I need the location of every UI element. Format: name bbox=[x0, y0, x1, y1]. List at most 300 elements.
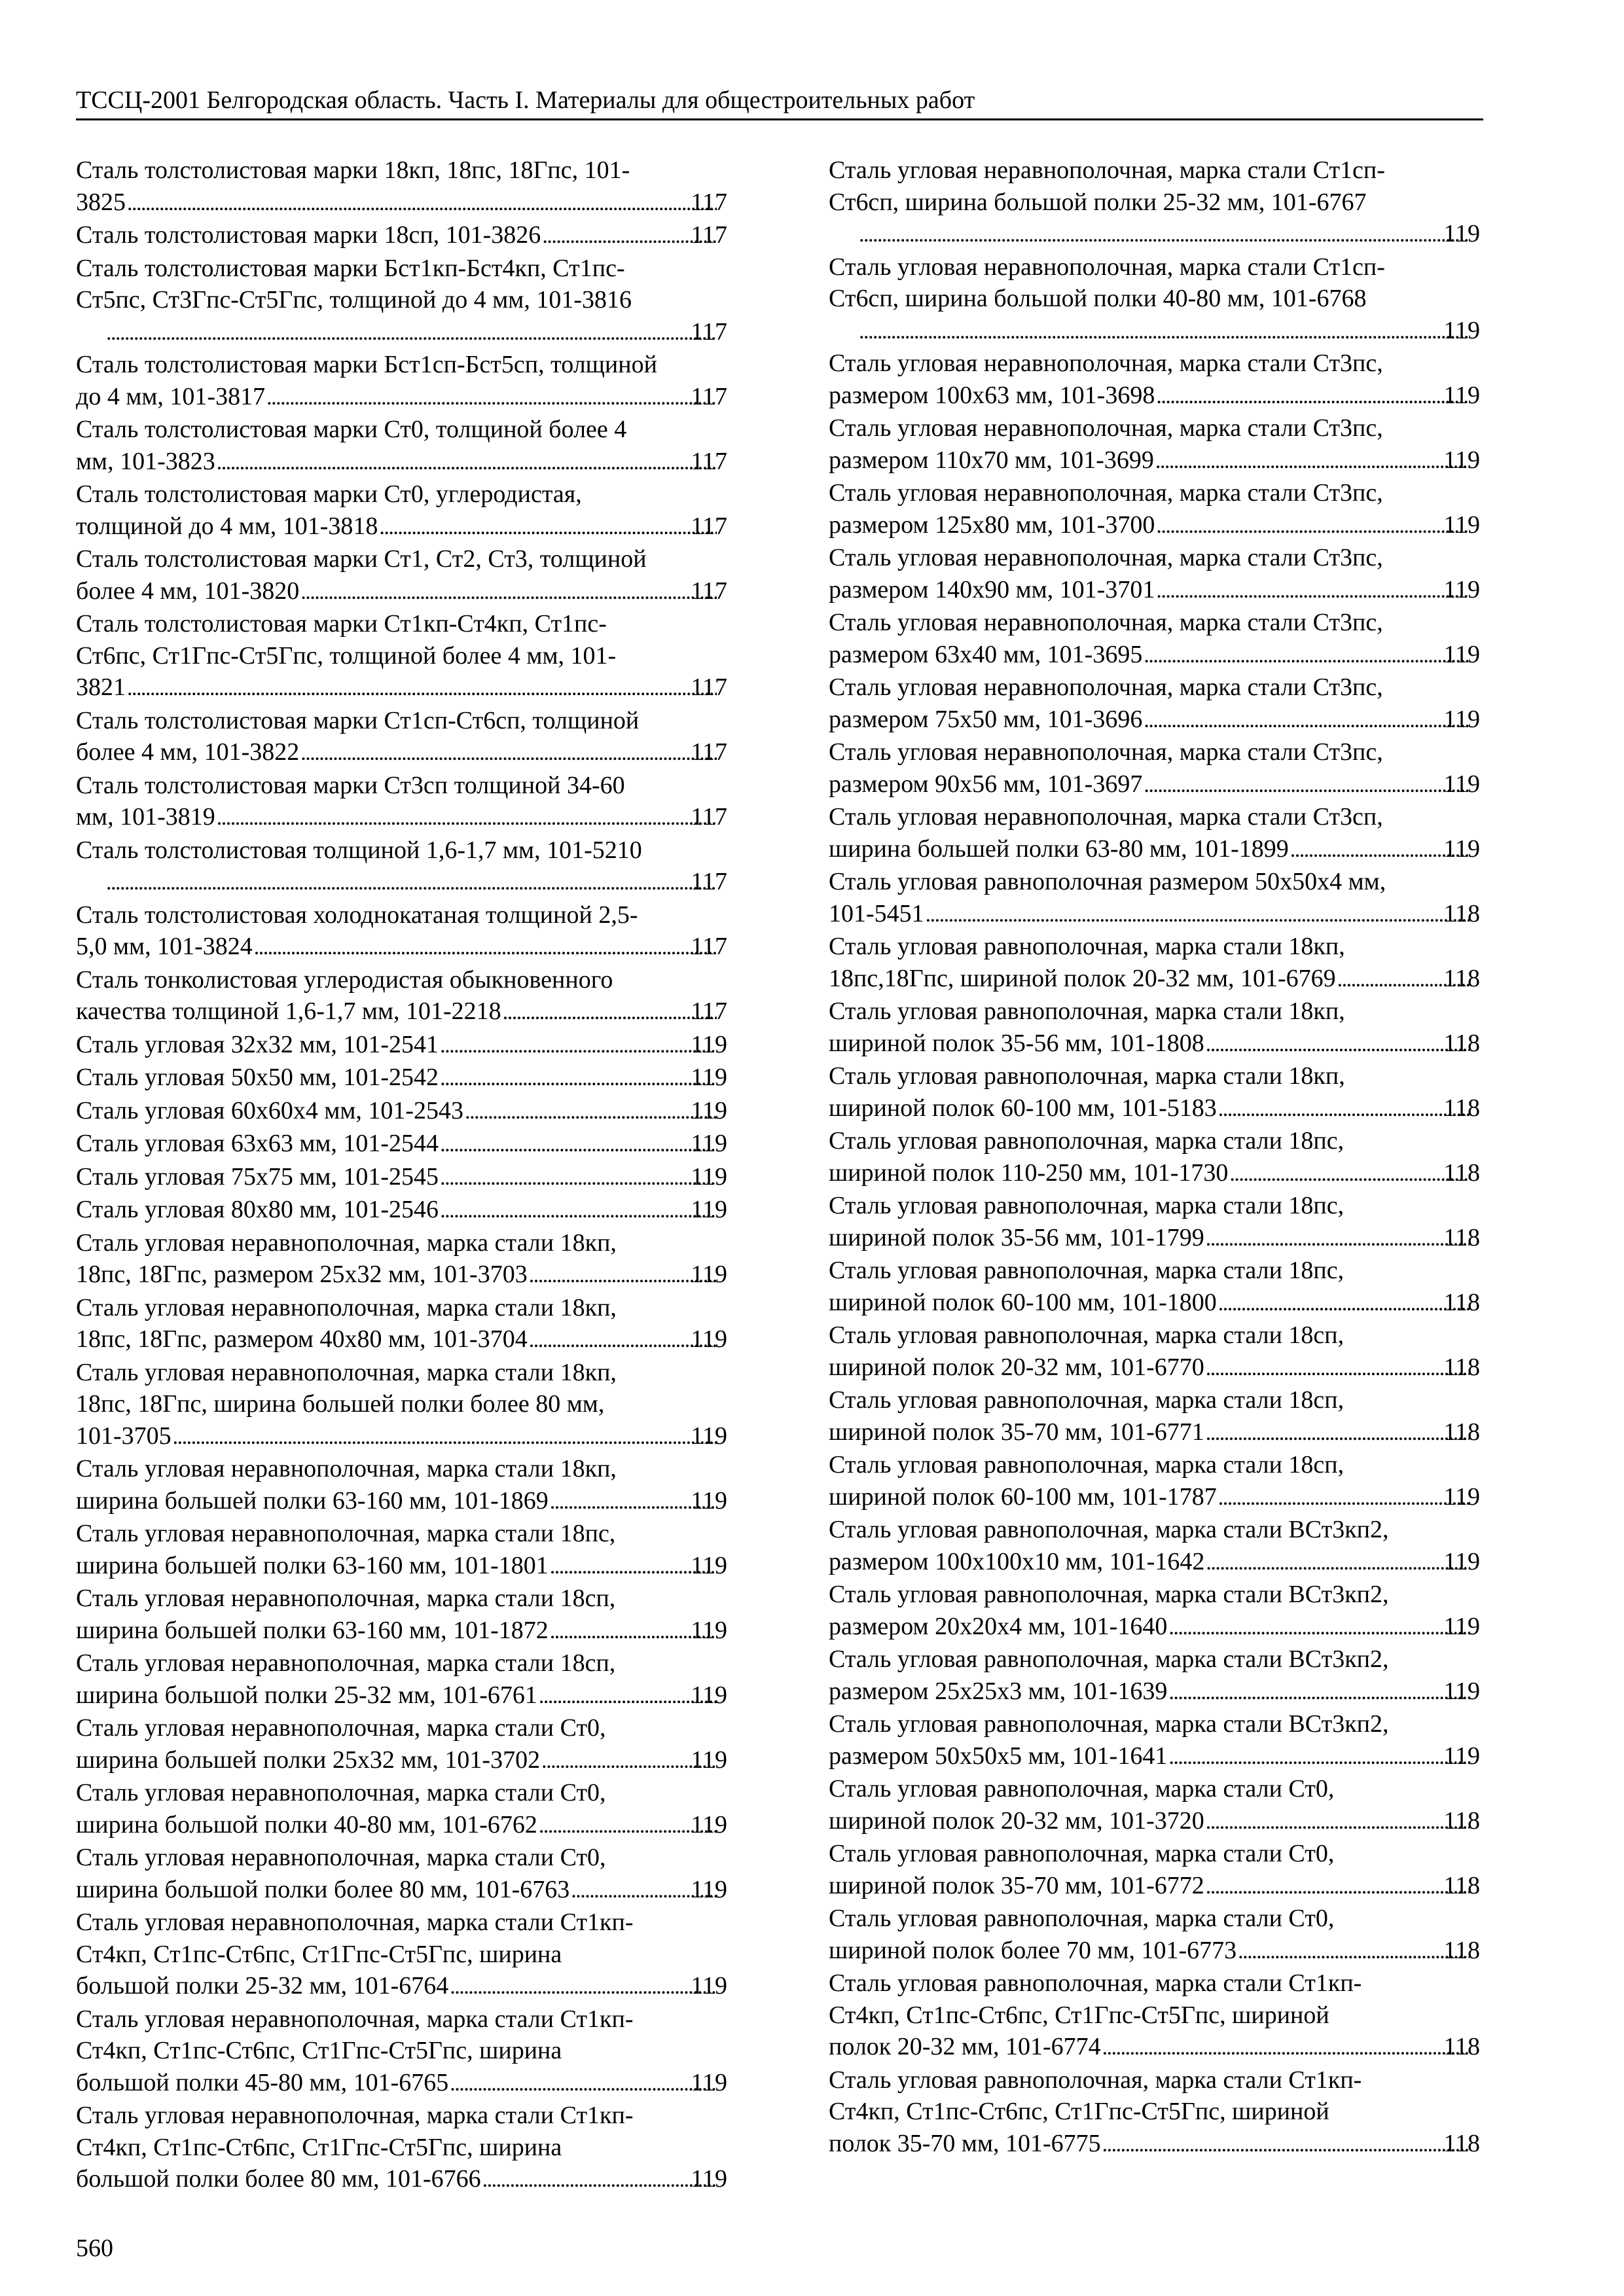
index-entry-page-ref: 117 bbox=[691, 673, 727, 701]
index-entry-leader-line bbox=[76, 1744, 727, 1778]
index-entry bbox=[76, 1647, 727, 1712]
dot-leader bbox=[1219, 1481, 1470, 1515]
dot-leader bbox=[107, 866, 717, 899]
index-entry-text-line: Сталь угловая неравнополочная, марка стали Ст1сп- bbox=[829, 253, 1385, 281]
index-entry bbox=[829, 866, 1480, 931]
dot-leader bbox=[441, 1062, 717, 1095]
dot-leader bbox=[128, 672, 717, 705]
index-entry-text: шириной полок 20-32 мм, 101-6770 bbox=[829, 1353, 1204, 1381]
index-entry-page-ref: 119 bbox=[1443, 834, 1480, 863]
index-entry-page-ref: 119 bbox=[691, 2068, 727, 2096]
dot-leader bbox=[107, 316, 717, 350]
index-entry-text: Сталь угловая 63х63 мм, 101-2544 bbox=[76, 1130, 439, 1157]
dot-leader bbox=[860, 218, 1470, 251]
index-entry bbox=[76, 1842, 727, 1907]
index-column-left bbox=[76, 154, 727, 2197]
index-entry-text-line: Сталь угловая равнополочная, марка стали 18пс, bbox=[829, 1257, 1344, 1284]
index-entry bbox=[76, 1227, 727, 1292]
index-entry-page-ref: 118 bbox=[1443, 964, 1480, 992]
index-entry-text: Сталь угловая 80х80 мм, 101-2546 bbox=[76, 1196, 439, 1223]
index-entry-text-line: Сталь угловая равнополочная, марка стали Ст0, bbox=[829, 1840, 1335, 1867]
dot-leader bbox=[451, 1970, 717, 2003]
index-entry-text-line: Сталь угловая равнополочная, марка стали 18сп, bbox=[829, 1321, 1344, 1349]
index-entry-text: мм, 101-3823 bbox=[76, 447, 215, 475]
index-entry-text: шириной полок 110-250 мм, 101-1730 bbox=[829, 1158, 1229, 1187]
index-entry-page-ref: 119 bbox=[1443, 575, 1480, 603]
index-entry-text-line: Сталь угловая неравнополочная, марка стали Ст3пс, bbox=[829, 544, 1383, 571]
index-entry-text-line: Сталь угловая неравнополочная, марка стали 18кп, bbox=[76, 1229, 617, 1257]
dot-leader bbox=[441, 1029, 717, 1062]
index-entry-text-line: Ст6пс, Ст1Гпс-Ст5Гпс, толщиной более 4 мм, 101- bbox=[76, 641, 617, 670]
dot-leader bbox=[927, 898, 1470, 931]
index-entry bbox=[76, 770, 727, 834]
index-entry bbox=[76, 705, 727, 770]
index-entry-page-ref: 117 bbox=[691, 221, 727, 249]
index-entry-text-line: Сталь угловая неравнополочная, марка стали Ст0, bbox=[76, 1844, 606, 1871]
index-entry bbox=[76, 253, 727, 350]
index-entry bbox=[76, 964, 727, 1029]
index-entry-leader-line bbox=[76, 511, 727, 544]
index-entry-text: размером 90х56 мм, 101-3697 bbox=[829, 770, 1143, 798]
index-entry-text: ширина большей полки 63-160 мм, 101-1872 bbox=[76, 1616, 549, 1644]
index-entry-text-line: 18пс, 18Гпс, ширина большей полки более 80 мм, bbox=[76, 1390, 605, 1418]
dot-leader bbox=[1219, 1287, 1470, 1320]
index-entry-text: размером 140х90 мм, 101-3701 bbox=[829, 575, 1155, 603]
index-entry-text-line: Сталь угловая равнополочная, марка стали ВСт3кп2, bbox=[829, 1581, 1389, 1608]
index-entry bbox=[829, 1838, 1480, 1903]
index-entry-leader-line bbox=[829, 1157, 1480, 1191]
index-entry-page-ref: 119 bbox=[691, 1746, 727, 1774]
index-entry-leader-line bbox=[829, 574, 1480, 607]
index-entry-leader-line bbox=[829, 1870, 1480, 1903]
dot-leader bbox=[1207, 1546, 1470, 1579]
index-entry-text-line: Сталь угловая равнополочная, марка стали 18сп, bbox=[829, 1386, 1344, 1414]
index-entry bbox=[76, 543, 727, 608]
dot-leader bbox=[1170, 1676, 1470, 1709]
index-entry-page-ref: 119 bbox=[691, 2165, 727, 2193]
index-entry-leader-line bbox=[76, 575, 727, 609]
dot-leader bbox=[1207, 1028, 1470, 1061]
index-entry bbox=[76, 1161, 727, 1194]
index-entry-page-ref: 118 bbox=[1443, 899, 1480, 927]
index-entry-leader-line bbox=[829, 833, 1480, 867]
index-entry-text: Сталь угловая 75х75 мм, 101-2545 bbox=[76, 1162, 439, 1191]
index-entry-text: большой полки более 80 мм, 101-6766 bbox=[76, 2165, 481, 2193]
index-entry bbox=[829, 477, 1480, 542]
index-entry-leader-line bbox=[829, 1481, 1480, 1515]
index-entry-text-line: Ст6сп, ширина большой полки 25-32 мм, 101-6767 bbox=[829, 188, 1367, 216]
index-entry-leader-line bbox=[76, 1161, 727, 1194]
index-entry bbox=[829, 1514, 1480, 1579]
dot-leader bbox=[504, 996, 717, 1029]
dot-leader bbox=[1207, 1352, 1470, 1385]
index-entry-text: ширина большей полки 63-160 мм, 101-1801 bbox=[76, 1551, 549, 1579]
index-entry-leader-line bbox=[829, 1546, 1480, 1579]
index-entry-text-line: Сталь толстолистовая марки 18кп, 18пс, 18Гпс, 101- bbox=[76, 156, 630, 184]
index-entry-page-ref: 117 bbox=[691, 868, 727, 895]
index-entry bbox=[829, 1125, 1480, 1190]
dot-leader bbox=[1207, 1222, 1470, 1255]
index-entry-page-ref: 119 bbox=[1443, 640, 1480, 668]
dot-leader bbox=[1157, 509, 1470, 543]
index-entry bbox=[76, 154, 727, 219]
dot-leader bbox=[441, 1128, 717, 1161]
index-entry-leader-line bbox=[76, 931, 727, 964]
index-entry-leader-line bbox=[76, 1809, 727, 1842]
index-entry-leader-line bbox=[76, 672, 727, 705]
index-entry-text: до 4 мм, 101-3817 bbox=[76, 382, 266, 410]
dot-leader bbox=[441, 1161, 717, 1194]
dot-leader bbox=[530, 1323, 717, 1357]
index-entry-page-ref: 119 bbox=[1443, 220, 1480, 247]
index-entry-page-ref: 119 bbox=[691, 1486, 727, 1515]
index-entry-text-line: Ст5пс, Ст3Гпс-Ст5Гпс, толщиной до 4 мм, 101-3816 bbox=[76, 286, 632, 314]
index-entry bbox=[76, 1712, 727, 1777]
index-entry-text: ширина большей полки 63-80 мм, 101-1899 bbox=[829, 834, 1289, 863]
index-entry-leader-line bbox=[829, 768, 1480, 802]
index-entry-text: 18пс, 18Гпс, размером 25х32 мм, 101-3703 bbox=[76, 1261, 528, 1288]
index-entry-leader-line bbox=[829, 1676, 1480, 1709]
index-entry-page-ref: 118 bbox=[1443, 1288, 1480, 1316]
index-entry bbox=[76, 834, 727, 899]
dot-leader bbox=[860, 315, 1470, 348]
index-entry-leader-line bbox=[829, 704, 1480, 737]
index-entry-text: 3821 bbox=[76, 673, 126, 701]
index-entry-page-ref: 117 bbox=[691, 512, 727, 540]
index-entry-page-ref: 117 bbox=[691, 803, 727, 831]
index-entry bbox=[76, 1907, 727, 2003]
index-entry-page-ref: 117 bbox=[691, 933, 727, 960]
index-entry-text-line: Сталь угловая неравнополочная, марка стали Ст0, bbox=[76, 1714, 606, 1742]
index-entry bbox=[829, 672, 1480, 736]
index-entry-leader-line bbox=[829, 639, 1480, 672]
index-entry bbox=[829, 607, 1480, 672]
dot-leader bbox=[1239, 1935, 1470, 1968]
index-entry-text-line: Сталь угловая равнополочная, марка стали ВСт3кп2, bbox=[829, 1710, 1389, 1738]
index-entry-page-ref: 119 bbox=[1443, 705, 1480, 733]
index-entry-page-ref: 117 bbox=[691, 317, 727, 346]
index-entry-leader-line bbox=[76, 2067, 727, 2100]
index-entry-leader-line bbox=[857, 315, 1480, 348]
dot-leader bbox=[530, 1259, 717, 1292]
index-entry-leader-line bbox=[76, 1095, 727, 1128]
index-entry-text-line: Сталь угловая равнополочная, марка стали Ст0, bbox=[829, 1775, 1335, 1803]
index-entry-leader-line bbox=[829, 1352, 1480, 1385]
index-entry-leader-line bbox=[76, 1128, 727, 1161]
index-entry bbox=[829, 736, 1480, 801]
index-entry-leader-line bbox=[829, 1287, 1480, 1320]
index-entry-text-line: Сталь толстолистовая толщиной 1,6-1,7 мм, 101-5210 bbox=[76, 836, 642, 864]
header-divider bbox=[76, 118, 1483, 120]
index-entry-leader-line bbox=[76, 446, 727, 479]
index-entry-page-ref: 117 bbox=[691, 738, 727, 766]
dot-leader bbox=[1219, 1092, 1470, 1126]
index-entry-leader-line bbox=[829, 1805, 1480, 1839]
index-entry-leader-line bbox=[76, 1550, 727, 1583]
index-entry-text-line: Сталь угловая неравнополочная, марка стали Ст3сп, bbox=[829, 803, 1383, 831]
index-entry-text: ширина большей полки 25х32 мм, 101-3702 bbox=[76, 1746, 541, 1774]
page-number: 560 bbox=[76, 2234, 113, 2262]
index-entry-text-line: Сталь угловая равнополочная, марка стали 18кп, bbox=[829, 1062, 1345, 1090]
dot-leader bbox=[1104, 2128, 1470, 2161]
index-entry bbox=[76, 608, 727, 705]
dot-leader bbox=[302, 736, 717, 770]
index-entry-text-line: Сталь толстолистовая марки Ст3сп толщиной 34-60 bbox=[76, 771, 625, 799]
index-entry-leader-line bbox=[76, 1485, 727, 1518]
index-entry bbox=[76, 1518, 727, 1583]
index-entry-leader-line bbox=[76, 1420, 727, 1454]
index-entry-text-line: Сталь толстолистовая холоднокатаная толщиной 2,5- bbox=[76, 901, 638, 929]
index-entry-leader-line bbox=[829, 1611, 1480, 1644]
index-entry-leader-line bbox=[76, 381, 727, 414]
index-entry-text-line: Сталь толстолистовая марки Бст1сп-Бст5сп, толщиной bbox=[76, 351, 657, 378]
dot-leader bbox=[1157, 444, 1470, 478]
index-entry bbox=[76, 2100, 727, 2197]
index-entry-text: ширина большой полки 40-80 мм, 101-6762 bbox=[76, 1810, 537, 1839]
index-entry-page-ref: 119 bbox=[1443, 1742, 1480, 1770]
index-entry-leader-line bbox=[76, 736, 727, 770]
index-entry-text-line: Сталь угловая неравнополочная, марка стали Ст1кп- bbox=[76, 1909, 634, 1936]
dot-leader bbox=[1145, 704, 1470, 737]
dot-leader bbox=[1207, 1805, 1470, 1839]
dot-leader bbox=[218, 446, 717, 479]
index-entry-text: толщиной до 4 мм, 101-3818 bbox=[76, 512, 378, 540]
index-entry-text-line: Сталь угловая неравнополочная, марка стали 18кп, bbox=[76, 1358, 617, 1386]
index-entry-text: шириной полок 35-56 мм, 101-1808 bbox=[829, 1029, 1204, 1057]
index-entry-text-line: Сталь угловая неравнополочная, марка стали Ст3пс, bbox=[829, 350, 1383, 377]
index-entry-page-ref: 118 bbox=[1443, 1806, 1480, 1835]
index-entry-text: 5,0 мм, 101-3824 bbox=[76, 933, 253, 960]
index-entry-text-line: Сталь угловая неравнополочная, марка стали Ст3пс, bbox=[829, 479, 1383, 507]
index-entry bbox=[76, 478, 727, 543]
index-entry-leader-line bbox=[76, 1194, 727, 1227]
index-entry-text-line: Ст4кп, Ст1пс-Ст6пс, Ст1Гпс-Ст5Гпс, ширина bbox=[76, 1940, 562, 1968]
index-entry-text-line: Сталь угловая неравнополочная, марка стали 18сп, bbox=[76, 1585, 616, 1612]
index-entry bbox=[829, 348, 1480, 412]
index-entry-page-ref: 117 bbox=[691, 997, 727, 1025]
index-entry-leader-line bbox=[829, 509, 1480, 543]
index-entry-leader-line bbox=[76, 187, 727, 220]
index-entry-text-line: Сталь угловая неравнополочная, марка стали 18кп, bbox=[76, 1293, 617, 1321]
index-entry-page-ref: 119 bbox=[1443, 1482, 1480, 1511]
index-entry bbox=[829, 1190, 1480, 1255]
index-entry bbox=[76, 219, 727, 253]
index-entry-page-ref: 119 bbox=[1443, 381, 1480, 409]
index-entry-leader-line bbox=[105, 866, 727, 899]
index-entry-text: шириной полок 35-70 мм, 101-6771 bbox=[829, 1418, 1204, 1446]
index-entry-leader-line bbox=[76, 2163, 727, 2197]
index-entry bbox=[829, 996, 1480, 1060]
dot-leader bbox=[1207, 1416, 1470, 1450]
index-entry-text-line: Сталь угловая равнополочная, марка стали 18пс, bbox=[829, 1127, 1344, 1155]
index-entry-leader-line bbox=[76, 1679, 727, 1713]
index-entry-page-ref: 118 bbox=[1443, 1871, 1480, 1899]
index-entry bbox=[76, 1357, 727, 1454]
index-entry-page-ref: 119 bbox=[691, 1681, 727, 1709]
index-entry-text-line: Сталь угловая неравнополочная, марка стали Ст0, bbox=[76, 1779, 606, 1806]
index-entry-page-ref: 118 bbox=[1443, 1158, 1480, 1187]
index-entry-leader-line bbox=[76, 1062, 727, 1095]
index-entry-page-ref: 119 bbox=[691, 1972, 727, 2000]
index-entry-text: размером 20х20х4 мм, 101-1640 bbox=[829, 1612, 1168, 1640]
index-entry-text: Сталь угловая 32х32 мм, 101-2541 bbox=[76, 1030, 439, 1058]
index-entry-text: полок 35-70 мм, 101-6775 bbox=[829, 2129, 1101, 2157]
index-entry-text: ширина большей полки 63-160 мм, 101-1869 bbox=[76, 1486, 549, 1515]
index-entry-text-line: Сталь угловая неравнополочная, марка стали Ст1сп- bbox=[829, 156, 1385, 184]
index-entry-page-ref: 119 bbox=[1443, 770, 1480, 798]
index-entry-text: 101-5451 bbox=[829, 899, 924, 927]
index-entry-text: размером 125х80 мм, 101-3700 bbox=[829, 511, 1155, 539]
index-entry-text-line: Сталь толстолистовая марки Ст1, Ст2, Ст3, толщиной bbox=[76, 545, 647, 573]
index-entry-page-ref: 119 bbox=[691, 1261, 727, 1288]
dot-leader bbox=[268, 381, 717, 414]
index-entry-page-ref: 119 bbox=[691, 1616, 727, 1644]
index-entry-text-line: Ст4кп, Ст1пс-Ст6пс, Ст1Гпс-Ст5Гпс, шириной bbox=[829, 2001, 1329, 2029]
index-entry-page-ref: 118 bbox=[1443, 1223, 1480, 1251]
index-entry-leader-line bbox=[105, 316, 727, 350]
index-entry-page-ref: 119 bbox=[691, 1196, 727, 1223]
index-entry-text-line: Сталь угловая равнополочная, марка стали 18кп, bbox=[829, 933, 1345, 960]
index-entry-page-ref: 119 bbox=[1443, 1677, 1480, 1705]
index-entry bbox=[76, 899, 727, 964]
index-entry-text-line: Сталь угловая равнополочная, марка стали 18сп, bbox=[829, 1451, 1344, 1479]
index-entry-text-line: Сталь угловая равнополочная, марка стали 18пс, bbox=[829, 1192, 1344, 1219]
index-entry-leader-line bbox=[76, 801, 727, 834]
index-entry-text: более 4 мм, 101-3822 bbox=[76, 738, 300, 766]
index-entry bbox=[76, 1194, 727, 1227]
index-entry-leader-line bbox=[76, 996, 727, 1029]
index-entry-text: размером 25х25х3 мм, 101-1639 bbox=[829, 1677, 1168, 1705]
index-entry-page-ref: 119 bbox=[1443, 1547, 1480, 1575]
index-entry bbox=[829, 1903, 1480, 1967]
index-entry-page-ref: 119 bbox=[691, 1551, 727, 1579]
index-entry-page-ref: 118 bbox=[1443, 1094, 1480, 1122]
dot-leader bbox=[128, 187, 717, 220]
index-entry bbox=[829, 1255, 1480, 1319]
index-entry-text: большой полки 25-32 мм, 101-6764 bbox=[76, 1972, 449, 2000]
index-entry-page-ref: 119 bbox=[1443, 511, 1480, 539]
index-entry-leader-line bbox=[829, 963, 1480, 996]
index-entry-page-ref: 118 bbox=[1443, 2129, 1480, 2157]
index-column-right bbox=[829, 154, 1480, 2161]
index-entry bbox=[829, 1643, 1480, 1708]
index-entry-text-line: Сталь угловая равнополочная, марка стали ВСт3кп2, bbox=[829, 1516, 1389, 1543]
index-entry bbox=[829, 1579, 1480, 1643]
dot-leader bbox=[302, 575, 717, 609]
index-entry-text-line: Сталь толстолистовая марки Ст0, углеродистая, bbox=[76, 480, 582, 508]
index-entry-page-ref: 119 bbox=[691, 1064, 727, 1091]
index-entry-text: размером 63х40 мм, 101-3695 bbox=[829, 640, 1143, 668]
index-entry-leader-line bbox=[829, 1222, 1480, 1255]
index-entry-page-ref: 119 bbox=[691, 1325, 727, 1353]
index-entry-text: мм, 101-3819 bbox=[76, 803, 215, 831]
index-entry-text-line: Сталь угловая равнополочная, марка стали Ст1кп- bbox=[829, 1969, 1362, 1997]
index-entry-leader-line bbox=[857, 218, 1480, 251]
index-entry-text: большой полки 45-80 мм, 101-6765 bbox=[76, 2068, 449, 2096]
index-entry bbox=[829, 1967, 1480, 2064]
index-entry-leader-line bbox=[76, 1259, 727, 1292]
index-entry-text-line: Сталь угловая равнополочная, марка стали Ст1кп- bbox=[829, 2066, 1362, 2094]
index-entry-text: размером 50х50х5 мм, 101-1641 bbox=[829, 1742, 1168, 1770]
index-entry-text: 101-3705 bbox=[76, 1422, 171, 1450]
index-entry-text-line: Сталь угловая неравнополочная, марка стали Ст3пс, bbox=[829, 673, 1383, 701]
index-entry bbox=[76, 1777, 727, 1842]
index-entry-leader-line bbox=[829, 1416, 1480, 1450]
index-entry bbox=[76, 1095, 727, 1128]
index-entry-leader-line bbox=[76, 1323, 727, 1357]
dot-leader bbox=[380, 511, 717, 544]
index-entry-page-ref: 117 bbox=[691, 188, 727, 216]
dot-leader bbox=[1157, 380, 1470, 413]
index-entry-text: качества толщиной 1,6-1,7 мм, 101-2218 bbox=[76, 997, 501, 1025]
index-entry bbox=[829, 2064, 1480, 2161]
index-entry bbox=[76, 1292, 727, 1357]
index-entry-text: ширина большой полки 25-32 мм, 101-6761 bbox=[76, 1681, 537, 1709]
index-entry-text-line: Ст4кп, Ст1пс-Ст6пс, Ст1Гпс-Ст5Гпс, ширина bbox=[76, 2037, 562, 2064]
index-entry-leader-line bbox=[829, 1092, 1480, 1126]
index-entry-text-line: Сталь угловая неравнополочная, марка стали Ст3пс, bbox=[829, 609, 1383, 636]
index-entry-text-line: Сталь толстолистовая марки Ст0, толщиной более 4 bbox=[76, 416, 627, 443]
index-entry-page-ref: 119 bbox=[1443, 1612, 1480, 1640]
index-entry bbox=[829, 931, 1480, 996]
index-entry-page-ref: 118 bbox=[1443, 1353, 1480, 1381]
dot-leader bbox=[441, 1194, 717, 1227]
index-entry-leader-line bbox=[829, 444, 1480, 478]
index-entry-text-line: Сталь угловая неравнополочная, марка стали 18кп, bbox=[76, 1455, 617, 1482]
index-entry-text-line: Ст4кп, Ст1пс-Ст6пс, Ст1Гпс-Ст5Гпс, ширина bbox=[76, 2133, 562, 2161]
index-entry-text-line: Сталь угловая неравнополочная, марка стали Ст1кп- bbox=[76, 2005, 634, 2033]
index-entry-text: полок 20-32 мм, 101-6774 bbox=[829, 2033, 1101, 2060]
index-entry-text: 18пс, 18Гпс, размером 40х80 мм, 101-3704 bbox=[76, 1325, 528, 1353]
index-entry bbox=[829, 412, 1480, 477]
index-entry bbox=[829, 1319, 1480, 1384]
index-entry-text: размером 100х100х10 мм, 101-1642 bbox=[829, 1547, 1205, 1575]
index-entry-page-ref: 117 bbox=[691, 447, 727, 475]
index-entry bbox=[76, 2003, 727, 2100]
index-entry bbox=[76, 414, 727, 478]
index-entry-page-ref: 118 bbox=[1443, 2033, 1480, 2060]
index-entry-leader-line bbox=[829, 1935, 1480, 1968]
index-entry bbox=[829, 801, 1480, 866]
index-entry bbox=[76, 1029, 727, 1062]
index-entry bbox=[829, 154, 1480, 251]
index-entry-page-ref: 119 bbox=[1443, 446, 1480, 474]
index-entry-text: Сталь угловая 50х50 мм, 101-2542 bbox=[76, 1064, 439, 1091]
index-entry-text-line: Сталь угловая неравнополочная, марка стали Ст3пс, bbox=[829, 414, 1383, 442]
index-entry-leader-line bbox=[76, 1615, 727, 1648]
index-entry bbox=[829, 542, 1480, 607]
index-entry-page-ref: 119 bbox=[691, 1030, 727, 1058]
index-entry-text: более 4 мм, 101-3820 bbox=[76, 577, 300, 605]
index-entry-text: шириной полок 20-32 мм, 101-3720 bbox=[829, 1806, 1204, 1835]
index-entry-text: 3825 bbox=[76, 188, 126, 216]
index-entry-text-line: Ст6сп, ширина большой полки 40-80 мм, 101-6768 bbox=[829, 285, 1367, 312]
index-entry-page-ref: 118 bbox=[1443, 1029, 1480, 1057]
index-entry-text: шириной полок 35-56 мм, 101-1799 bbox=[829, 1223, 1204, 1251]
dot-leader bbox=[1170, 1740, 1470, 1774]
index-entry-text-line: Сталь угловая равнополочная, марка стали 18кп, bbox=[829, 997, 1345, 1025]
index-entry-page-ref: 119 bbox=[691, 1096, 727, 1124]
index-entry-page-ref: 119 bbox=[691, 1810, 727, 1839]
index-entry-page-ref: 118 bbox=[1443, 1936, 1480, 1964]
index-entry-page-ref: 119 bbox=[691, 1422, 727, 1450]
index-entry-text-line: Сталь тонколистовая углеродистая обыкновенного bbox=[76, 965, 613, 994]
dot-leader bbox=[218, 801, 717, 834]
index-entry-text-line: Сталь толстолистовая марки Ст1сп-Ст6сп, толщиной bbox=[76, 706, 640, 734]
index-entry-text-line: Сталь толстолистовая марки Бст1кп-Бст4кп, Ст1пс- bbox=[76, 254, 625, 282]
index-entry-leader-line bbox=[76, 1029, 727, 1062]
index-entry-text-line: Сталь угловая равнополочная размером 50х50х4 мм, bbox=[829, 868, 1386, 895]
